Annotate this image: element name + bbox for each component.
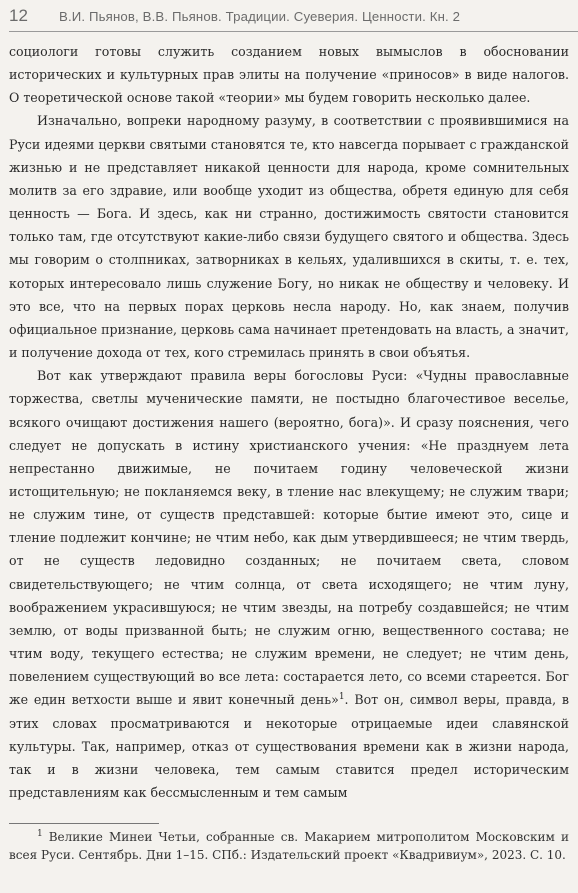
page-header — [0, 0, 578, 34]
paragraph: социологи готовы служить созданием новых вымыслов в обосновании исторических и культурных прав элиты на получение «приносов» в виде налогов. О теоретической основе такой «теории» мы будем говорить несколько далее. — [9, 44, 569, 106]
footnote-rule — [9, 823, 159, 824]
footnote — [9, 828, 569, 864]
paragraph-text: . Вот он, символ веры, правда, в этих словах просматриваются и некоторые отрицаемые идеи славянской культуры. Так, например, отказ от существования времени как в жизни народа, так и в жизни человека, тем самым ставится предел историческим представлениям как бессмысленным и тем самым — [9, 692, 570, 800]
footnote-mark: 1 — [37, 829, 43, 839]
footnote-reference[interactable]: 1 — [338, 692, 345, 703]
running-title: В.И. Пьянов, В.В. Пьянов. Традиции. Суеверия. Ценности. Кн. 2 — [59, 9, 461, 24]
page-number: 12 — [9, 6, 28, 25]
main-text — [9, 40, 569, 804]
paragraph: Изначально, вопреки народному разуму, в соответствии с проявившимися на Руси идеями церкви святыми становятся те, кто навсегда порывает с гражданской жизнью и не представляет никакой ценности для народа, кроме сомнительных молитв за его здравие, или вообще уходит из общества, обретя единую для себя ценность — Бога. И здесь, как ни странно, достижимость святости становится только там, где отсутствуют какие-либо связи будущего святого и общества. Здесь мы говорим о столпниках, затворниках в кельях, удалившихся в скиты, т. е. тех, которых интересовало лишь служение Богу, но никак не обществу и человеку. И это все, что на первых порах церковь несла народу. Но, как знаем, получив официальное признание, церковь сама начинает претендовать на власть, а значит, и получение дохода от тех, кого стремилась принять в свои объятья. — [9, 113, 569, 361]
paragraph — [9, 364, 569, 804]
header-rule — [9, 31, 578, 32]
paragraph-text: Вот как утверждают правила веры богословы Руси: «Чудны православные торжества, светлы мученические памяти, не постыдно благочестивое веселье, всякого очищают достижения нашего (вероятно, бога)». И сразу пояснения, чего следует не допускать в истину христианского учения: «Не празднуем лета непрестанно движимые, не почитаем годину человеческой жизни истощительную; не покланяемся веку, в тление нас влекущему; не служим твари; не служим тине, от существ представшей: которые бытие имеют это, сице и тление подлежит кончине; не чтим небо, как дым утвердившееся; не чтим твердь, от не существ ледовидно созданных; не почитаем света, словом свидетельствующего; не чтим солнца, от света исходящего; не чтим луну, воображением украсившуюся; не чтим звезды, на потребу создавшейся; не чтим землю, от воды призванной быть; не служим огню, вещественного состава; не чтим воду, текущего естества; не служим времени, не следует; не чтим день, повелением существующий во все лета: состарается лето, со всеми стареется. Бог же един ветхости выше и явит конечный день» — [9, 368, 569, 708]
footnote-text: Великие Минеи Четьи, собранные св. Макарием митрополитом Московским и всея Руси. Сентябрь. Дни 1–15. СПб.: Издательский проект «Квадривиум», 2023. С. 10. — [9, 830, 569, 862]
